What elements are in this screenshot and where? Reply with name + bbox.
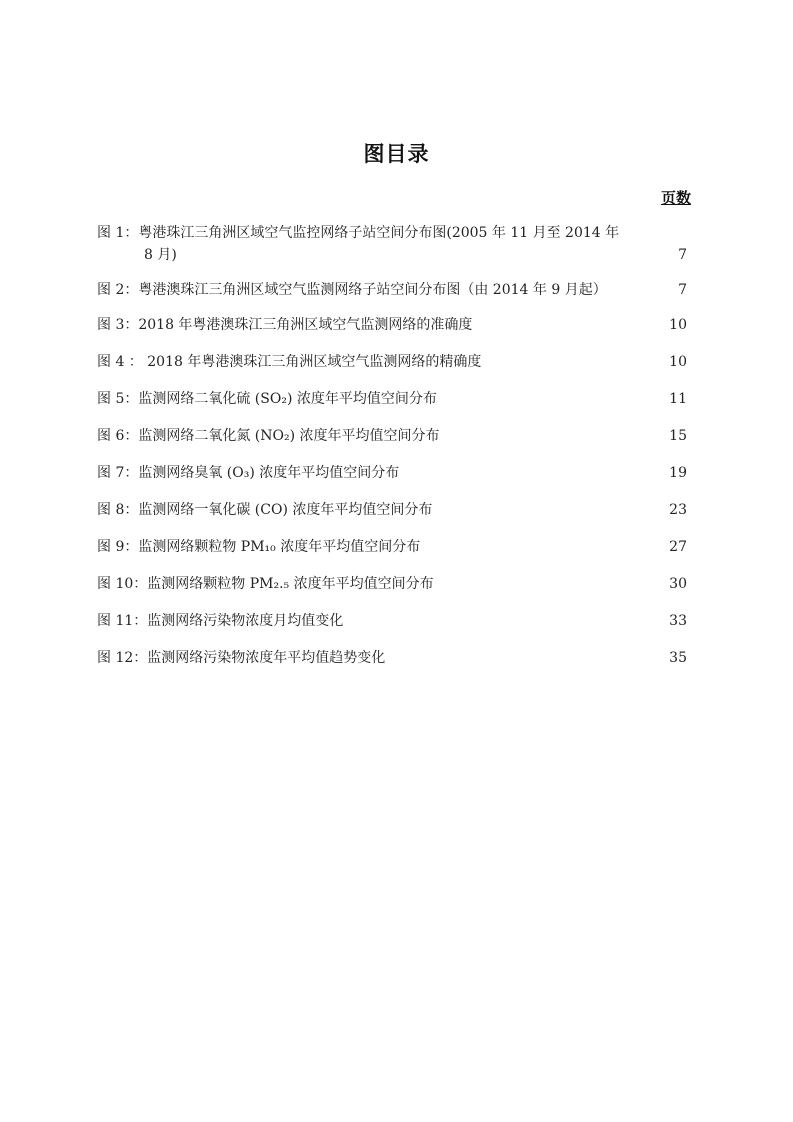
toc-entry[interactable] [97, 279, 687, 301]
toc-entry[interactable] [97, 610, 687, 632]
toc-entry-page: 27 [669, 539, 687, 555]
toc-entry[interactable] [97, 499, 687, 521]
toc-entry-page: 23 [669, 502, 687, 518]
toc-entry-text: 图 5：监测网络二氧化硫 (SO₂) 浓度年平均值空间分布 [97, 391, 437, 407]
toc-entry[interactable] [97, 425, 687, 447]
toc-entry-page: 35 [669, 650, 687, 666]
toc-entry[interactable] [97, 351, 687, 373]
toc-entry[interactable] [97, 314, 687, 336]
toc-entry[interactable] [97, 573, 687, 595]
toc-entry[interactable] [97, 222, 687, 266]
toc-entry-text: 图 4 ： 2018 年粤港澳珠江三角洲区域空气监测网络的精确度 [97, 354, 482, 370]
toc-entry[interactable] [97, 462, 687, 484]
toc-entry-page: 33 [669, 613, 687, 629]
toc-entry[interactable] [97, 388, 687, 410]
toc-entry-page: 7 [678, 247, 687, 263]
toc-entry-page: 10 [669, 317, 687, 333]
toc-entry-text: 图 7：监测网络臭氧 (O₃) 浓度年平均值空间分布 [97, 465, 400, 481]
toc-entry-page: 11 [669, 391, 687, 407]
toc-entry[interactable] [97, 536, 687, 558]
page-number-column-header: 页数 [660, 189, 691, 207]
toc-entry-text: 图 2：粤港澳珠江三角洲区域空气监测网络子站空间分布图（由 2014 年 9 月起） [97, 282, 607, 298]
figure-list [97, 222, 687, 684]
toc-entry-text: 图 12：监测网络污染物浓度年平均值趋势变化 [97, 650, 386, 666]
toc-entry-text: 图 10：监测网络颗粒物 PM₂.₅ 浓度年平均值空间分布 [97, 576, 434, 592]
toc-entry-page: 19 [669, 465, 687, 481]
toc-entry-text: 图 6：监测网络二氧化氮 (NO₂) 浓度年平均值空间分布 [97, 428, 440, 444]
toc-entry-text: 图 3：2018 年粤港澳珠江三角洲区域空气监测网络的准确度 [97, 317, 473, 333]
toc-entry-page: 30 [669, 576, 687, 592]
toc-entry-page: 10 [669, 354, 687, 370]
toc-entry-text: 图 11：监测网络污染物浓度月均值变化 [97, 613, 344, 629]
toc-entry-page: 7 [678, 282, 687, 298]
toc-entry-page: 15 [669, 428, 687, 444]
toc-entry-text: 图 8：监测网络一氧化碳 (CO) 浓度年平均值空间分布 [97, 502, 433, 518]
toc-entry[interactable] [97, 647, 687, 669]
page-title: 图目录 [363, 142, 430, 166]
toc-entry-text: 图 1：粤港珠江三角洲区域空气监控网络子站空间分布图(2005 年 11 月至 2014 年 8 月) [97, 225, 620, 263]
toc-entry-text: 图 9：监测网络颗粒物 PM₁₀ 浓度年平均值空间分布 [97, 539, 421, 555]
